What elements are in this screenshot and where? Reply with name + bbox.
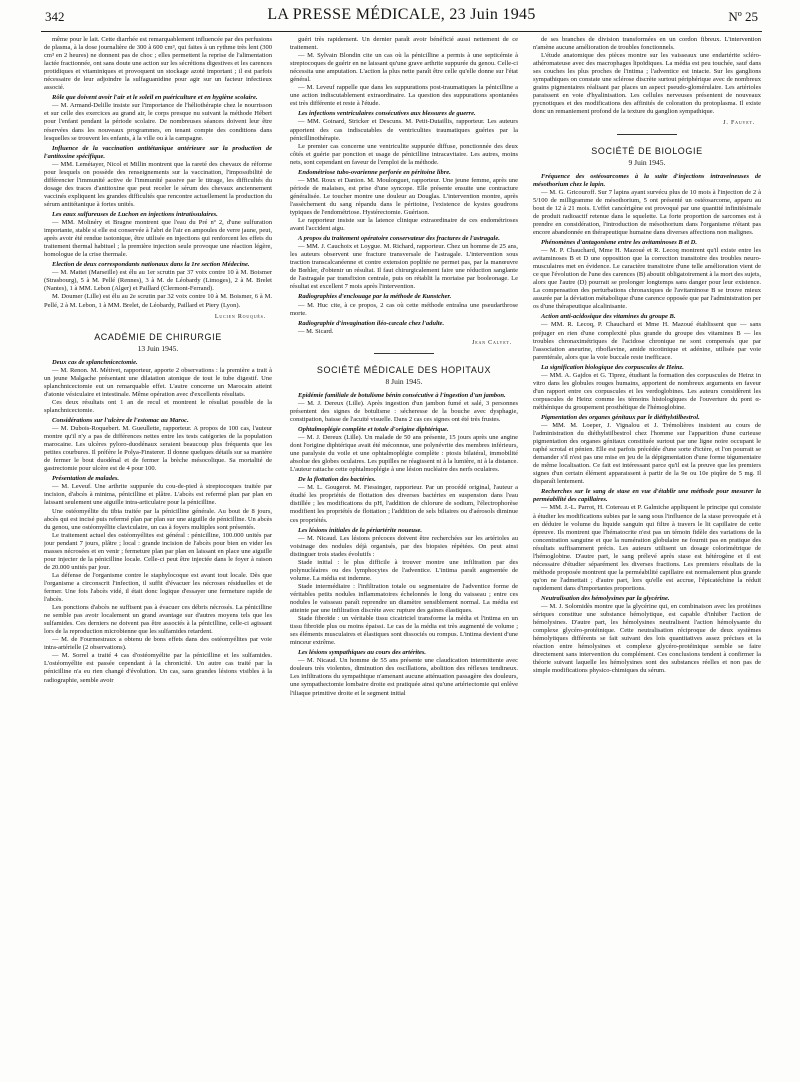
paragraph: — M. Mattei (Marseille) est élu au 1er scrutin par 37 voix contre 10 à M. Boismer (Strasbourg), 5 à M. Pellé (Rennes), 3 à M. de Léobardy (Limoges), 2 à M. Brelet (Nantes), 1 à MM. Lebon (Alger) et Paillard (Clermont-Ferrand).: [44, 269, 272, 293]
paragraph: — M. Sicard.: [298, 327, 334, 335]
paragraph: Stade intermédiaire : l'infiltration totale ou segmentaire de l'adventice forme de véritables petits nodules inflammatoires échelonnés le long du vaisseau ; entre ces nodules le vaisseau paraît reprendre un diamètre sensiblement normal. La média est atteinte par une infiltration discrète avec rupture des gaines élastiques.: [290, 582, 518, 615]
paragraph: Les ponctions d'abcès ne suffisent pas à évacuer ces débris nécrosés. La pénicilline ne semble pas avoir localement un grand avantage sur d'autres moyens tels que les sulfamides. Ces derniers ne doivent pas être associés à la pénicilline, celle-ci agissant lors de la reproduction microbienne que les sulfamides retardent.: [44, 604, 272, 636]
article-heading: Fréquence des ostéosarcomes à la suite d'injections intraveineuses de mésothorium chez le lapin.: [533, 172, 761, 188]
paragraph: — M. Nicaud. Un homme de 55 ans présente une claudication intermittente avec douleurs très violentes, diminution des oscillations, abolition des réflexes tendineux. Les infiltrations du sympathique n'amenant aucune atténuation passagère des douleurs, une sympathectomie lombaire droite est pratiquée ainsi qu'une artériectomie qui enlève l'iliaque primitive droite et le segment initial: [290, 657, 518, 697]
paragraph: Stade initial : le plus difficile à trouver montre une infiltration par des polynucléaires ou des lymphocytes de l'adventice. L'intima paraît augmentée de volume. La média est indemne.: [290, 558, 518, 582]
paragraph: — M. G. Gricouroff. Sur 7 lapins ayant survécu plus de 10 mois à l'injection de 2 à 5/100 de milligramme de mésothorium, 5 ont présenté un ostéosarcome, apparu au bout de 12 à 21 mois. L'effet cancérigène est provoqué par une quantité infinitésimale de produit radioactif retenue dans le squelette. La forte proportion de sarcomes est à prendre en considération, l'introduction de mésothorium dans l'organisme n'étant pas encore abandonnée en thérapeutique humaine dans diverses affections non malignes.: [533, 188, 761, 236]
paragraph: — M. J. Dereux (Lille). Après ingestion d'un jambon fumé et salé, 3 personnes présentent des signes de botulisme : sécheresse de la bouche avec dysphagie, constipation, baisse de l'acuité visuelle. Dans 2 cas ces signes ont été très frustes.: [290, 399, 518, 423]
article-heading: Les infections ventriculaires consécutives aux blessures de guerre.: [298, 110, 476, 118]
paragraph: — M. Huc cite, à ce propos, 2 cas où cette méthode entraîna une pseudarthrose morte.: [290, 301, 518, 317]
article-heading: Ophtalmoplégie complète et totale d'origine diphtérique.: [298, 426, 449, 434]
author-signature: Lucien Rouquès.: [214, 313, 266, 320]
paragraph: Ces deux résultats ont 1 an de recul et montrent le résultat possible de la splanchnicectomie.: [44, 398, 272, 414]
paragraph: — MM. Roux et Danion. M. Moulonguet, rapporteur. Une jeune femme, après une période de malaises, est prise d'une syncope. Elle présente ensuite une contracture généralisée. Le toucher montre une douleur au Douglas. L'intervention montre, après l'assèchement du sang répandu dans le péritoine, l'existence de kystes goudrons typiques de l'endométriose. Hystérectomie. Guérison.: [290, 176, 518, 216]
paragraph: M. Doumer (Lille) est élu au 2e scrutin par 32 voix contre 10 à M. Boismer, 6 à M. Pellé, 2 à M. Lebon, 1 à MM. Brelet, de Léobardy, Paillard et Piery (Lyon).: [44, 293, 272, 309]
article-heading: Deux cas de splanchnicectomie.: [52, 358, 138, 366]
paragraph: — M. P. Chauchard, Mme H. Mazoué et R. Lecoq montrent qu'il existe entre les avitaminoses B et D une opposition que la correction transitoire des troubles neuro-musculaires met en évidence. Le caractère transitoire d'une telle amélioration vient de ce que l'évolution de l'une des carences (B) aboutit obligatoirement à la mort des sujets, alors que l'autre (D) pourrait se prolonger longtemps sans danger pour leur existence. La compensation des perturbations chronaxiques de l'avitaminose B se trouve mieux assurée par la déviation métabolique d'une carence opposée que par l'administration per os d'une thérapeutique alcalinisante.: [533, 247, 761, 311]
section-heading: SOCIÉTÉ DE BIOLOGIE: [591, 145, 703, 156]
paragraph: L'étude anatomique des pièces montre sur les vaisseaux une endartérite scléro-athéromateuse avec des macrophages lipoïdiques. La média est peu touchée, sauf dans ses couches les plus proches de l'intima ; l'adventice est intacte. Sur les ganglions sympathiques on constate une sclérose discrète surtout périphérique avec de nombreux grains pigmentaires réalisant par places un aspect pseudo-glomérulaire. Les artérioles paraissent en voie d'hyalinisation. Les cellules nerveuses présentent de nouveaux pycnotiques et des modifications des affinités de coloration du protoplasma. Il existe donc un remaniement profond de la texture du ganglion sympathique.: [533, 52, 761, 116]
paragraph: — MM. Goinard, Stricker et Descuns. M. Petit-Dutaillis, rapporteur. Les auteurs apportent des cas indiscutables de ventriculites traumatiques guéries par la pénicillinothérapie.: [290, 118, 518, 142]
article-heading: Neutralisation des hémolysines par la glycérine.: [541, 595, 670, 602]
column-3: [533, 36, 761, 1076]
section-divider: [617, 134, 677, 135]
author-signature: J. Fauvet.: [723, 120, 755, 127]
article-heading: Endométriose tubo-ovarienne perforée en péritoine libre.: [298, 168, 451, 176]
section-divider: [374, 353, 434, 354]
paragraph: — M. Sylvain Blondin cite un cas où la pénicilline a permis à une septicémie à streptocoques de guérir en ne laissant qu'une grave arthrite suppurée du genou. Celle-ci nécessita une amputation. L'action la plus nette paraît être celle qu'elle donne sur l'état général.: [290, 52, 518, 84]
issue-number: Nº 25: [728, 9, 758, 24]
paragraph: de ses branches de division transformées en un cordon fibreux. L'intervention n'amène aucune amélioration de troubles fonctionnels.: [533, 36, 761, 52]
paragraph: — MM. Lemétayer, Nicol et Millin montrent que la rareté des chevaux de réforme pour lesquels on possède des renseignements sur la vaccination, l'impossibilité de différencier l'immunité active de l'immunité passive par le titrage, les difficultés du dosage des traces d'antitoxine que peut receler le sérum des chevaux anciennement vaccinés expliquent les grandes difficultés que rencontre actuellement la production du sérum antitétanique à fortes unités.: [44, 160, 272, 208]
article-heading: Phénomènes d'antagonisme entre les avitaminoses B et D.: [541, 238, 698, 246]
paragraph: La défense de l'organisme contre le staphylocoque est avant tout locale. Dès que l'organisme a circonscrit l'infection, il suffit d'évacuer les nécroses résiduelles et de fermer. Une fois l'abcès vidé, il était donc logique d'essayer une fermeture rapide de l'abcès.: [44, 571, 272, 604]
paragraph: — M. Dubois-Roquebert. M. Gueullette, rapporteur. A propos de 100 cas, l'auteur montre qu'il n'y a pas de différences nettes entre les tests catégories de la population marocaine. Les ulcères pyloro-duodénaux seraient beaucoup plus fréquents que les petites courbures. Il préfère le Polya-Finsterer. Il donne quelques détails sur sa manière de fermer le bout duodénal et de fermer la brèche mésocolique. Sa mortalité de gastrectomie pour ulcère est de 4 pour 100.: [44, 425, 272, 473]
section-date: 13 Juin 1945.: [137, 343, 179, 353]
journal-title: LA PRESSE MÉDICALE, 23 Juin 1945: [267, 6, 536, 23]
paragraph: — M. Leveuf rappelle que dans les suppurations post-traumatiques la pénicilline a une action indiscutablement extraordinaire. La question des suppurations spontanées est très différente et reste à l'étude.: [290, 84, 518, 108]
paragraph: — M. L. Gougerot. M. Fiessinger, rapporteur. Par un procédé original, l'auteur a étudié les propriétés de flottation des diverses bactéries en suspension dans l'eau distillée ; les modifications du pH, l'addition de chlorure de sodium, l'électrophorèse modifient les propriétés de flottation ; l'addition de sels biliaires ou d'aérosols diminue ces propriétés.: [290, 484, 518, 524]
paragraph: — MM. J.-L. Parrot, H. Cotereau et P. Galmiche appliquent le principe qui consiste à étudier les modifications subies par le sang sous l'influence de la stase provoquée et à en déduire le volume du liquide sanguin qui filtre à travers le lit capillaire de cette épreuve. Ils montrent que l'hématocrite n'est pas un témoin fidèle des variations de la concentration sanguine et que la numération globulaire ne fournit pas en pratique des résultats suffisamment précis. Les auteurs utilisent un dosage colorimétrique de l'hémoglobine. D'autre part, le sang prélevé après stase est hétérogène et il est nécessaire d'étudier séparément les diverses fractions. Les premiers résultats de la méthode proposée montrent que la perméabilité capillaire est normalement plus grande qu'on ne l'admettait ; d'autre part, lors qu'elle est accrue, l'épicatéchine la réduit rapidement dans d'importantes proportions.: [533, 504, 761, 592]
article-heading: Rôle que doivent avoir l'air et le soleil en puériculture et en hygiène scolaire.: [52, 94, 258, 102]
section-date: 9 Juin 1945.: [628, 157, 666, 167]
paragraph: — MM. Molinéry et Bragne montrent que l'eau du Pré nº 2, d'une sulfuration importante, stable si elle est conservée à l'abri de l'air en ampoules de verre jaune, peut, après avoir été rendue isotonique, être utilisée en injections qui renforcent les effets du traitement thermal habituel ; la première injection seule provoque une réaction légère, homologue de la crise thermale.: [44, 219, 272, 259]
paragraph: Une ostéomyélite du tibia traitée par la pénicilline générale. Au bout de 8 jours, abcès qui est incisé puis refermé plan par plan sur une aiguille de pénicilline. Un abcès du genou, une ostéomyélite claviculaire, un cas à foyers multiples sont présentés.: [44, 507, 272, 531]
paragraph: — M. J. Dereux (Lille). Un malade de 50 ans présente, 15 jours après une angine dont l'origine diphtérique avait été méconnue, une polynévrite des membres inférieurs, une paralysie du voile et une ophtalmoplégie complète : ptosis bilatéral, immobilité absolue des globes oculaires. Les pupilles ne réagissent ni à la lumière, ni à la distance. L'auteur rattache cette ophtalmoplégie à une lésion nucléaire des nerfs oculaires.: [290, 434, 518, 474]
article-heading: Pigmentation des organes génitaux par le diéthylstilbestrol.: [541, 413, 700, 421]
paragraph: — M. Renon. M. Métivet, rapporteur, apporte 2 observations : la première a trait à un jeune Malgache présentant une dilatation atonique de tout le tube digestif. Une splanchnicectomie eut un remarquable effet. L'autre concerne un Marocain atteint d'atonie vésiculaire et intestinale. Même opération avec d'excellents résultats.: [44, 366, 272, 398]
article-heading: Les lésions initiales de la périartérite noueuse.: [298, 526, 423, 534]
paragraph: — M. Nicaud. Les lésions précoces doivent être recherchées sur les artérioles au voisinage des nodules déjà organisés, par des biopsies répétées. On peut ainsi distinguer trois stades évolutifs :: [290, 534, 518, 558]
paragraph: — M. de Fourmestraux a obtenu de bons effets dans des ostéomyélites par voie intra-artérielle (2 observations).: [44, 636, 272, 652]
paragraph: — M. J. Solomidès montre que la glycérine qui, en combinaison avec les protéines sériques constitue une substance hémolytique, est capable d'inhiber l'action de hémolysines. D'autre part, les hémolysines neutralisent l'action hémolysante du complexe glycéro-protéinique. Cette neutralisation réciproque de deux systèmes hémolytiques différents se fait suivant des lois quantitatives assez précises et la réaction entre hémolysines et complexe glycéro-protéinique semble se faire directement sans intervention du complément. Ces conclusions tendent à confirmer la théorie suivant laquelle les hémolysines sont des substances réelles et non pas de simple modifications physico-chimiques du sérum.: [533, 603, 761, 675]
paragraph: — MM. J. Cauchoix et Loygue. M. Richard, rapporteur. Chez un homme de 25 ans, les auteurs observent une fracture transversale de l'astragale. L'intervention sous traction transcalcanéenne et contre extension poplitée ne permet pas, par la manœuvre de Bœhler, d'obtenir un résultat. Il faut chirurgicalement faire une réduction sanglante de l'astragale par transfixion centrale, puis on rétablit la mortaise par booleonage. Le résultat est excellent 7 mois après l'intervention.: [290, 243, 518, 291]
article-heading: Radiographies d'enclouage par la méthode de Kunstcher.: [298, 293, 452, 301]
paragraph: Le rapporteur insiste sur la latence clinique extraordinaire de ces endométrioses avant l'accident aigu.: [290, 217, 518, 233]
article-heading: Considérations sur l'ulcère de l'estomac au Maroc.: [52, 417, 189, 425]
article-heading: Radiographie d'invagination iléo-cæcale chez l'adulte.: [298, 319, 445, 327]
section-heading: SOCIÉTÉ MÉDICALE DES HOPITAUX: [316, 364, 492, 375]
article-heading: Action anti-acidosique des vitamines du groupe B.: [541, 313, 676, 321]
page-header: [41, 8, 762, 30]
paragraph: Le premier cas concerne une ventriculite suppurée diffuse, ponctionnée des deux côtés et guérie par ponction et usage de pénicilline intracavitaire. Les autres, moins nets, sont cependant en faveur de l'emploi de la méthode.: [290, 142, 518, 166]
page-number: 342: [45, 9, 65, 24]
article-heading: De la flottation des bactéries.: [298, 476, 376, 484]
article-heading: La signification biologique des corpuscules de Heinz.: [541, 363, 684, 371]
paragraph: — MM. R. Lecoq, P. Chauchard et Mme H. Mazoué établissent que — sans préjuger en rien d'une complexité plus grande du groupe des vitamines B — les troubles chronaximétriques de l'acidose chronique ne sont compensés que par l'association aneurine, riboflavine, amide nicotinique et adénine, utilisée par voie parentérale, alors que la voie buccale reste inefficace.: [533, 321, 761, 361]
section-date: 8 Juin 1945.: [385, 376, 423, 386]
column-1: [44, 36, 272, 1076]
article-heading: Election de deux correspondants nationaux dans la 1re section Médecine.: [52, 261, 250, 269]
column-2: [290, 36, 518, 1076]
paragraph: guéri très rapidement. Un dernier paraît avoir bénéficié aussi nettement de ce traitement.: [290, 36, 518, 52]
header-rule: [41, 31, 762, 32]
paragraph: même pour le lait. Cette diarrhée est remarquablement influencée par des perfusions de plasma, à la dose journalière de 300 à 600 cm³, qui faites à un rythme très lent (300 cm³ en 2 heures) ne donnent pas de choc ; elles permettent la reprise de l'alimentation lactée fractionnée, ont sans doute une action sur les sécrétions digestives et les carences protidiques et vitaminiques et provoquent un stockage azoté important ; il est parfois nécessaire de leur adjoindre la sulfaguanidine pour agir sur un facteur infectieux associé.: [44, 36, 272, 92]
article-heading: Recherches sur le sang de stase en vue d'établir une méthode pour mesurer la perméabilité des capillaires.: [533, 488, 761, 504]
article-heading: Epidémie familiale de botulisme bénin consécutive à l'ingestion d'un jambon.: [298, 391, 506, 399]
paragraph: — MM. A. Gajdos et G. Tiprez, étudiant la formation des corpuscules de Heinz in vitro dans les globules rouges humains, apportent de nombreux arguments en faveur d'un rapport entre ces corpuscules et les verdoglobines. Les auteurs considèrent les corpuscules de Heinz comme les témoins histologiques de l'ouverture du pont α-méthénique du groupement prosthétique de l'hémoglobine.: [533, 371, 761, 411]
article-heading: A propos du traitement opératoire conservateur des fractures de l'astragale.: [298, 235, 500, 243]
paragraph: — M. Armand-Delille insiste sur l'importance de l'héliothérapie chez le nourrisson et sur celle des exercices au grand air, le corps presque nu suivant la méthode Hébert pour l'enfant pendant la période scolaire. De nombreuses séances doivent leur être réservées dans les nouveaux programmes, en tenant compte des conditions dans lesquelles se trouvent les enfants, à la ville ou à la campagne.: [44, 102, 272, 142]
paragraph: — MM. M. Loeper, J. Vignalou et J. Trémolières insistent au cours de l'administration du diéthylstilbestrol chez l'homme sur l'apparition d'une curieuse pigmentation des organes génitaux constituée surtout par une ligne noire occupant le raphé scrotal et pénien. Elle est parfois précédée d'une sorte d'ictère, et l'on pourrait se demander s'il n'est pas une mise en jeu de la dépigmentation d'une forme tégumentaire de même localisation. Ce fait est intéressant parce qu'il est la preuve que les premiers signes d'un certain élément apparaissent à partir de la 9e ou 10e piqûre de 5 mg. Il disparaît lentement.: [533, 422, 761, 486]
paragraph: Le traitement actuel des ostéomyélites est général : pénicilline, 100.000 unités par jour pendant 7 jours, plâtre ; local : grande incision de l'abcès pour bien en vider les masses nécrosées et en venir ; fermeture plan par plan en laissant en place une aiguille pour injecter de la pénicilline locale. Celle-ci peut être injectée dans le foyer à raison de 20.000 unités par jour.: [44, 531, 272, 571]
author-signature: Jean Calvet.: [472, 339, 512, 346]
article-heading: Les lésions sympathiques au cours des artérites.: [298, 649, 427, 657]
article-heading: Présentation de malades.: [52, 475, 119, 483]
paragraph: — M. Leveuf. Une arthrite suppurée du cou-de-pied à streptocoques traitée par incision, d'abcès à minima, pénicilline et plâtre. L'abcès est refermé plan par plan en laissant seulement une aiguille intra-articulaire pour la pénicilline.: [44, 483, 272, 507]
section-heading: ACADÉMIE DE CHIRURGIE: [94, 331, 222, 342]
paragraph: — M. Sorrel a traité 4 cas d'ostéomyélite par la pénicilline et les sulfamides. L'ostéomyélite est passée cependant à la chronicité. Un autre cas traité par la pénicilline n'a eu rien changé d'évolution. Un cas, sans grandes lésions visibles à la radiographie, semble avoir: [44, 652, 272, 684]
article-heading: Les eaux sulfureuses de Luchon en injections intratissulaires.: [52, 210, 218, 218]
article-heading: Influence de la vaccination antitétanique antérieure sur la production de l'antitoxine spécifique.: [44, 144, 272, 160]
paragraph: Stade fibroïde : un véritable tissu cicatriciel transforme la média et l'intima en un tissu fibroïde plus ou moins épaissi. Le cas de la média est très augmenté de volume ; ses éléments musculaires et élastiques sont dissociés ou rompus. L'intima devient d'une minceur extrême.: [290, 615, 518, 647]
